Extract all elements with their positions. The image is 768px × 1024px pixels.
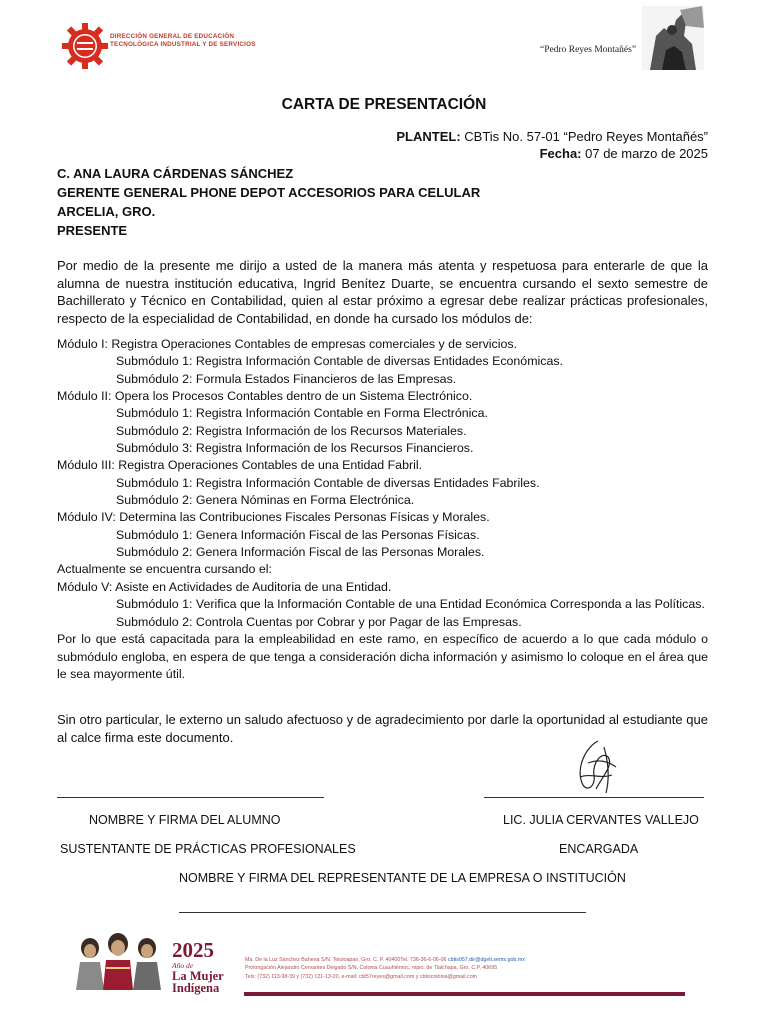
company-signature-line	[179, 912, 586, 913]
footer-address-3: Tels: (732) 113-98-39 y (732) 121-13-20, e-mail: cbt57reyes@gmail.com y cbtiscolonia@gmail.com	[245, 973, 478, 979]
year-caption-line-3: Indígena	[172, 981, 220, 995]
company-signature-label: NOMBRE Y FIRMA DEL REPRESENTANTE DE LA EMPRESA O INSTITUCIÓN	[179, 871, 626, 885]
submodule-line: Submódulo 1: Registra Información Contable de diversas Entidades Económicas.	[116, 354, 563, 369]
signature-scribble	[568, 737, 624, 799]
capability-paragraph: Por lo que está capacitada para la empleabilidad en este ramo, en específico de acuerdo a lo que cada módulo o submódulo engloba, en espera de que tenga a consideración dicha información y asimismo lo coloque en el área que le sea mayormente útil.	[57, 631, 708, 682]
module-line: Módulo III: Registra Operaciones Contables de una Entidad Fabril.	[57, 458, 423, 473]
plantel-value: CBTis No. 57-01 “Pedro Reyes Montañés”	[460, 129, 708, 144]
year-2025: 2025	[172, 938, 214, 962]
school-name: “Pedro Reyes Montañés”	[540, 45, 637, 55]
officer-name: LIC. JULIA CERVANTES VALLEJO	[503, 813, 699, 827]
org-line-2: TECNOLÓGICA INDUSTRIAL Y DE SERVICIOS	[110, 41, 256, 48]
submodule-line: Submódulo 1: Genera Información Fiscal de las Personas Físicas.	[116, 527, 480, 542]
plantel-label: PLANTEL:	[396, 129, 461, 144]
officer-signature-line	[484, 797, 704, 798]
submodule-line: Submódulo 1: Registra Información Contable de diversas Entidades Fabriles.	[116, 475, 540, 490]
submodule-line: Submódulo 2: Genera Información Fiscal de las Personas Morales.	[116, 545, 485, 560]
recipient-presente: PRESENTE	[57, 223, 128, 238]
recipient-position: GERENTE GENERAL PHONE DEPOT ACCESORIOS PARA CELULAR	[57, 185, 481, 200]
closing-paragraph: Sin otro particular, le externo un saludo afectuoso y de agradecimiento por darle la oportunidad al estudiante que al calce firma este documento.	[57, 712, 708, 745]
module-line: Módulo I: Registra Operaciones Contables de empresas comerciales y de servicios.	[57, 337, 518, 351]
fecha-value: 07 de marzo de 2025	[581, 146, 708, 161]
submodule-line: Submódulo 2: Genera Nóminas en Forma Electrónica.	[116, 493, 415, 508]
student-signature-line	[57, 797, 324, 798]
fecha-label: Fecha:	[539, 146, 582, 161]
year-caption-line-2: La Mujer	[172, 969, 224, 983]
modules-list	[57, 336, 708, 684]
recipient-city: ARCELIA, GRO.	[57, 204, 156, 219]
module-line: Módulo IV: Determina las Contribuciones Fiscales Personas Físicas y Morales.	[57, 510, 490, 525]
officer-role: ENCARGADA	[559, 842, 639, 856]
dgeti-logo	[62, 18, 108, 74]
student-signature-label: NOMBRE Y FIRMA DEL ALUMNO	[89, 813, 281, 827]
recipient-block	[57, 164, 480, 240]
intro-paragraph: Por medio de la presente me dirijo a usted de la manera más atenta y respetuosa para enterarle de que la alumna de nuestra institución educativa, Ingrid Benítez Duarte, se encuentra cursando el sexto semestre de Bachillerato y Técnico en Contabilidad, quien al estar próximo a egresar debe realizar prácticas profesionales, respecto de la especialidad de Contabilidad, en donde ha cursado los módulos de:	[57, 258, 708, 326]
submodule-line: Submódulo 2: Registra Información de los Recursos Materiales.	[116, 423, 467, 438]
submodule-line: Submódulo 2: Formula Estados Financieros de las Empresas.	[116, 371, 457, 386]
footer-address-1	[245, 956, 525, 964]
submodule-line: Submódulo 1: Registra Información Contable en Forma Electrónica.	[116, 406, 488, 421]
plantel-line	[396, 128, 708, 145]
document-title: CARTA DE PRESENTACIÓN	[281, 96, 487, 113]
module-line: Módulo V: Asiste en Actividades de Auditoria de una Entidad.	[57, 579, 392, 594]
current-module-intro: Actualmente se encuentra cursando el:	[57, 562, 272, 577]
document-meta	[396, 128, 708, 162]
footer-address-1-text: Ma. De la Luz Sánchez Bahena S/N. Teloloapan, Gro. C. P. 40400Tel. 736-36-6-06-06	[245, 957, 448, 963]
footer-email-link[interactable]: cbtis057.dir@dgeti.sems.gob.mx	[447, 957, 525, 963]
student-role: SUSTENTANTE DE PRÁCTICAS PROFESIONALES	[60, 842, 356, 856]
submodule-line: Submódulo 1: Verifica que la Información Contable de una Entidad Económica Corresponda a las Políticas.	[116, 597, 705, 612]
footer-contact	[245, 956, 525, 979]
footer-address-2: Prolongación Alejandro Cervantes Delgado S/N, Colonia Cuauhtémoc, mpio. de Tlalchapa, Gro. C.P. 40695	[245, 965, 498, 972]
year-caption	[172, 962, 224, 994]
fecha-line	[396, 145, 708, 162]
recipient-name: C. ANA LAURA CÁRDENAS SÁNCHEZ	[57, 166, 294, 181]
school-monument-image	[642, 6, 704, 70]
submodule-line: Submódulo 3: Registra Información de los Recursos Financieros.	[116, 441, 474, 456]
org-line-1: DIRECCIÓN GENERAL DE EDUCACIÓN	[110, 33, 235, 40]
footer-accent-bar	[244, 992, 685, 996]
org-name	[110, 33, 256, 49]
submodule-line: Submódulo 2: Controla Cuentas por Cobrar y por Pagar de las Empresas.	[116, 614, 522, 629]
module-line: Módulo II: Opera los Procesos Contables dentro de un Sistema Electrónico.	[57, 389, 473, 404]
indigenous-women-illustration	[70, 932, 170, 990]
year-caption-line-1: Año de	[172, 961, 194, 970]
